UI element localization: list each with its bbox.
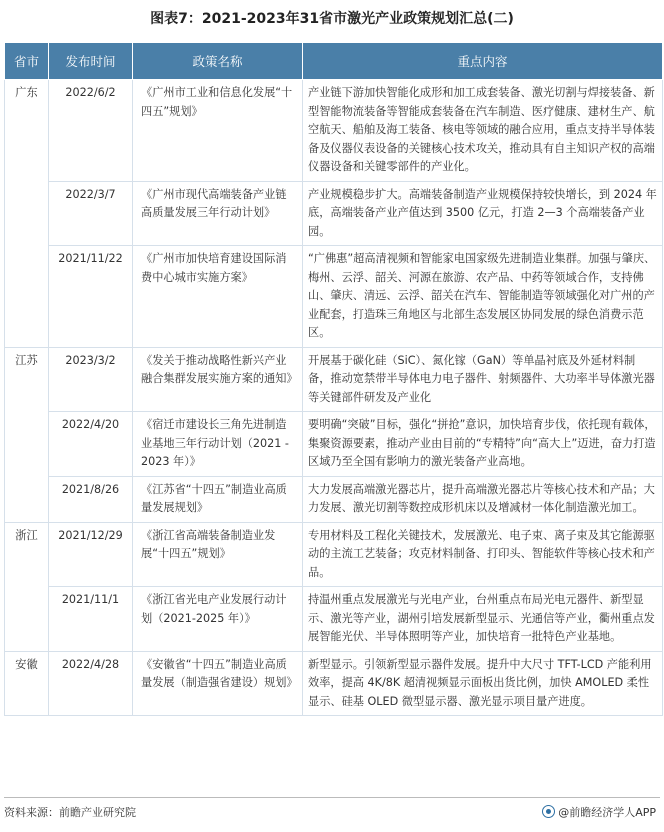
policy-table — [4, 42, 663, 716]
policy-cell: 《浙江省光电产业发展行动计划（2021-2025 年）》 — [133, 587, 303, 652]
table-row — [5, 347, 663, 412]
date-cell: 2022/3/7 — [49, 181, 133, 246]
header-policy: 政策名称 — [133, 43, 303, 80]
province-cell: 江苏 — [5, 347, 49, 522]
date-cell: 2022/6/2 — [49, 80, 133, 182]
page-title: 图表7：2021-2023年31省市激光产业政策规划汇总(二) — [150, 11, 514, 27]
policy-cell: 《发关于推动战略性新兴产业融合集群发展实施方案的通知》 — [133, 347, 303, 412]
province-cell: 广东 — [5, 80, 49, 348]
content-cell: 要明确“突破”目标，强化“拼抢”意识，加快培育步伐，依托现有载体，集聚资源要素，推动产业由目前的“专精特”向“高大上”迈进，奋力打造区域乃至全国有影响力的激光装备产业高地。 — [303, 412, 663, 477]
table-row — [5, 522, 663, 587]
policy-cell: 《广州市现代高端装备产业链高质量发展三年行动计划》 — [133, 181, 303, 246]
qianzhan-logo-icon — [542, 805, 555, 818]
table-row — [5, 80, 663, 182]
date-cell: 2022/4/20 — [49, 412, 133, 477]
content-cell: 专用材料及工程化关键技术，发展激光、电子束、离子束及其它能源驱动的主流工艺装备；攻克材料制备、打印头、智能软件等核心技术和产品。 — [303, 522, 663, 587]
content-cell: 产业链下游加快智能化成形和加工成套装备、激光切割与焊接装备、新型智能物流装备等智能成套装备在汽车制造、医疗健康、建材生产、航空航天、船舶及海工装备、核电等领域的融合应用，重点支持半导体装备及仪器仪表设备的关键核心技术攻关，推动具有自主知识产权的高端仪器设备和关键零部件的产业化。 — [303, 80, 663, 182]
policy-cell: 《广州市加快培育建设国际消费中心城市实施方案》 — [133, 246, 303, 348]
table-row — [5, 412, 663, 477]
header-province: 省市 — [5, 43, 49, 80]
policy-cell: 《江苏省“十四五”制造业高质量发展规划》 — [133, 476, 303, 522]
table-row — [5, 651, 663, 716]
table-row — [5, 181, 663, 246]
brand-text: @前瞻经济学人APP — [558, 806, 656, 819]
date-cell: 2023/3/2 — [49, 347, 133, 412]
table-row — [5, 246, 663, 348]
content-cell: 新型显示。引领新型显示器件发展。提升中大尺寸 TFT-LCD 产能利用效率，提高 4K/8K 超清视频显示面板出货比例，加快 AMOLED 柔性显示、硅基 OLED 微型显示器、激光显示项目量产进度。 — [303, 651, 663, 716]
policy-cell: 《宿迁市建设长三角先进制造业基地三年行动计划（2021 - 2023 年）》 — [133, 412, 303, 477]
date-cell: 2021/11/22 — [49, 246, 133, 348]
content-cell: 开展基于碳化硅（SiC）、氮化镓（GaN）等单晶衬底及外延材料制备，推动宽禁带半导体电力电子器件、射频器件、大功率半导体激光器等关键部件研发及产业化 — [303, 347, 663, 412]
table-row — [5, 587, 663, 652]
header-content: 重点内容 — [303, 43, 663, 80]
content-cell: “广佛惠”超高清视频和智能家电国家级先进制造业集群。加强与肇庆、梅州、云浮、韶关、河源在旅游、农产品、中药等领域合作，支持佛山、肇庆、清远、云浮、韶关在汽车、智能制造等领域强化对广州的产业配套，打造珠三角地区与北部生态发展区协同发展的绿色消费示范区。 — [303, 246, 663, 348]
date-cell: 2021/12/29 — [49, 522, 133, 587]
policy-cell: 《浙江省高端装备制造业发展“十四五”规划》 — [133, 522, 303, 587]
source-note: 资料来源：前瞻产业研究院 — [4, 806, 136, 819]
date-cell: 2022/4/28 — [49, 651, 133, 716]
date-cell: 2021/8/26 — [49, 476, 133, 522]
policy-cell: 《广州市工业和信息化发展“十四五”规划》 — [133, 80, 303, 182]
policy-cell: 《安徽省“十四五”制造业高质量发展（制造强省建设）规划》 — [133, 651, 303, 716]
date-cell: 2021/11/1 — [49, 587, 133, 652]
footer-divider — [4, 797, 660, 798]
content-cell: 持温州重点发展激光与光电产业，台州重点布局光电元器件、新型显示、激光等产业，湖州引培发展新型显示、光通信等产业，衢州重点发展智能光伏、半导体照明等产业，加快培育一批特色产业基地。 — [303, 587, 663, 652]
table-row — [5, 476, 663, 522]
brand-credit — [542, 804, 656, 820]
province-cell: 浙江 — [5, 522, 49, 651]
province-cell: 安徽 — [5, 651, 49, 716]
content-cell: 大力发展高端激光器芯片，提升高端激光器芯片等核心技术和产品；大力发展、激光切割等数控成形机床以及增减材一体化制造激光加工。 — [303, 476, 663, 522]
content-cell: 产业规模稳步扩大。高端装备制造产业规模保持较快增长，到 2024 年底，高端装备产业产值达到 3500 亿元，打造 2—3 个高端装备产业园。 — [303, 181, 663, 246]
table-header-row — [5, 43, 663, 80]
header-date: 发布时间 — [49, 43, 133, 80]
